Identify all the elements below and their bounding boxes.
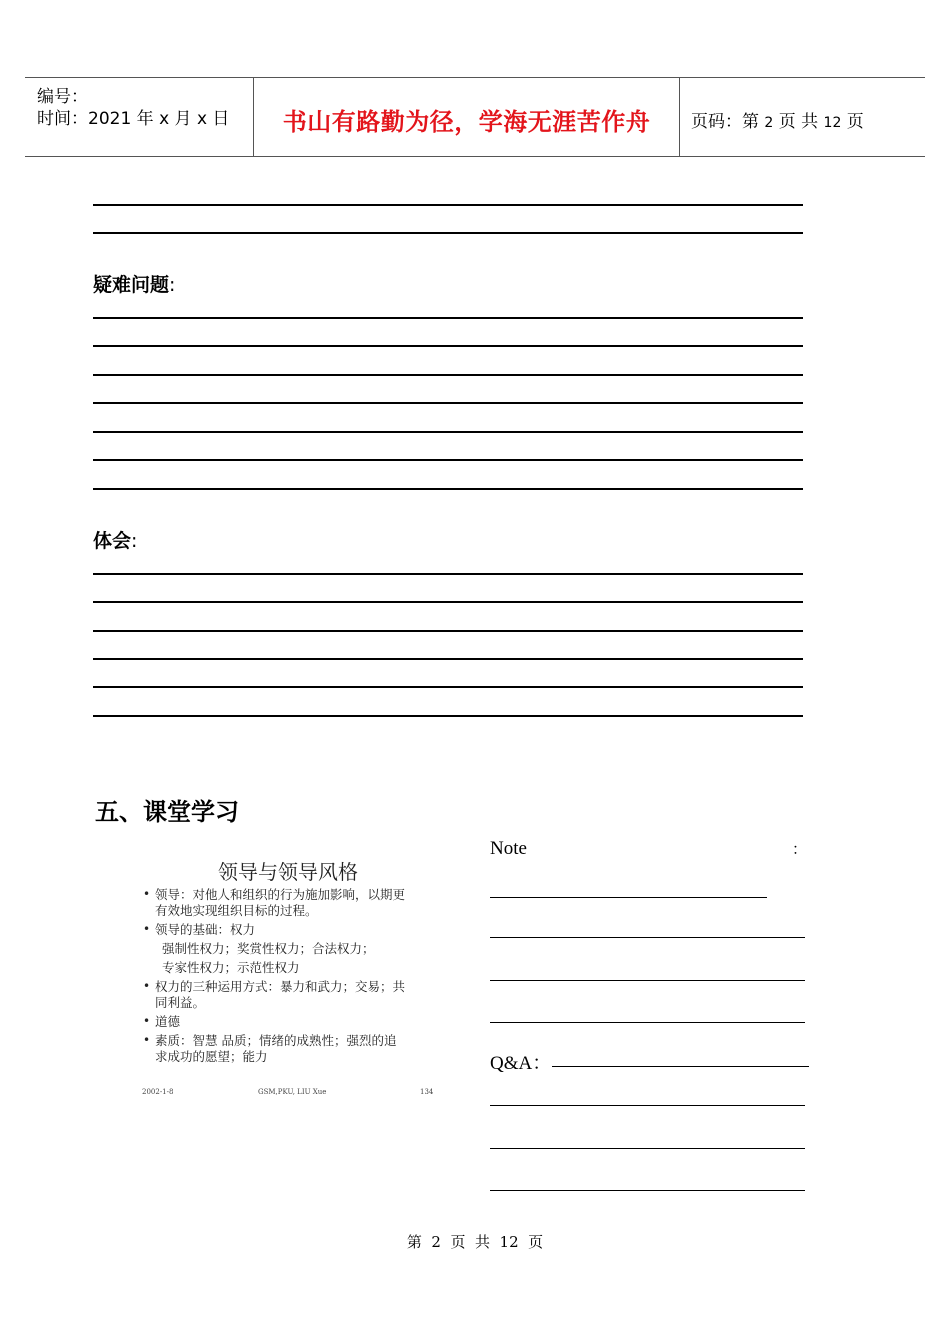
- header-motto-cell: [253, 78, 680, 156]
- difficult-questions-label: [93, 270, 175, 297]
- writing-line: [93, 686, 803, 688]
- bullet-dot: •: [143, 979, 151, 993]
- slide-bullet-text: 有效地实现组织目标的过程。: [155, 903, 318, 918]
- header-meta-cell: [25, 78, 253, 156]
- label-colon: :: [169, 274, 176, 296]
- note-line: [490, 1022, 805, 1023]
- note-line: [490, 1190, 805, 1191]
- section-title: 五、课堂学习: [95, 798, 239, 826]
- qa-line: [552, 1066, 809, 1067]
- motto: 书山有路勤为径，学海无涯苦作舟: [282, 107, 651, 136]
- bullet-dot: •: [143, 1014, 151, 1028]
- note-line: [490, 1148, 805, 1149]
- time-label: 时间：2021 年 x 月 x 日: [37, 109, 230, 129]
- page-total: 12: [823, 115, 842, 131]
- page-suffix: 页: [846, 112, 864, 132]
- header-page-cell: [680, 78, 925, 156]
- lecture-slide: [138, 848, 438, 1108]
- writing-line: [93, 459, 803, 461]
- note-colon: ：: [792, 842, 808, 858]
- label-colon: :: [131, 530, 138, 552]
- number-label: 编号：: [37, 87, 88, 107]
- note-line: [490, 980, 805, 981]
- note-line: [490, 937, 805, 938]
- slide-bullet-text: 道德: [155, 1014, 181, 1029]
- slide-bullet-text: 求成功的愿望；能力: [155, 1049, 268, 1064]
- writing-line: [93, 630, 803, 632]
- bullet-dot: •: [143, 922, 151, 936]
- slide-bullet-text: 权力的三种运用方式：暴力和武力；交易；共: [155, 979, 406, 994]
- writing-line: [93, 232, 803, 234]
- slide-subline: 专家性权力；示范性权力: [162, 960, 300, 975]
- bullet-dot: •: [143, 887, 151, 901]
- difficult-questions-text: 疑难问题: [93, 274, 170, 296]
- slide-bullet-text: 领导的基础：权力: [155, 922, 256, 937]
- insight-label: [93, 526, 137, 553]
- note-line: [490, 1105, 805, 1106]
- slide-title: 领导与领导风格: [218, 860, 358, 884]
- writing-line: [93, 573, 803, 575]
- slide-bullet-text: 同利益。: [155, 995, 206, 1010]
- note-label: Note: [490, 838, 527, 859]
- writing-line: [93, 715, 803, 717]
- page-info: [691, 107, 864, 132]
- writing-line: [93, 601, 803, 603]
- slide-subline: 强制性权力；奖赏性权力；合法权力；: [162, 941, 375, 956]
- note-line: [490, 897, 767, 898]
- writing-line: [93, 658, 803, 660]
- bullet-dot: •: [143, 1033, 151, 1047]
- writing-line: [93, 374, 803, 376]
- writing-line: [93, 204, 803, 206]
- page-current: 2: [764, 115, 774, 131]
- slide-footer-date: 2002-1-8: [142, 1088, 174, 1096]
- writing-line: [93, 402, 803, 404]
- page-prefix: 页码：第: [691, 112, 759, 132]
- writing-line: [93, 317, 803, 319]
- qa-label: Q&A：: [490, 1053, 552, 1074]
- writing-line: [93, 488, 803, 490]
- page-footer: 第 2 页 共 12 页: [406, 1233, 544, 1251]
- insight-text: 体会: [93, 530, 132, 552]
- slide-bullet-text: 素质：智慧 品质；情绪的成熟性；强烈的追: [155, 1033, 397, 1048]
- slide-footer-org: GSM,PKU, LIU Xue: [258, 1088, 327, 1096]
- slide-bullet-text: 领导：对他人和组织的行为施加影响，以期更: [155, 887, 406, 902]
- writing-line: [93, 345, 803, 347]
- page-mid: 页 共: [778, 112, 819, 132]
- document-header: [25, 77, 925, 157]
- slide-footer-page: 134: [420, 1088, 434, 1096]
- writing-line: [93, 431, 803, 433]
